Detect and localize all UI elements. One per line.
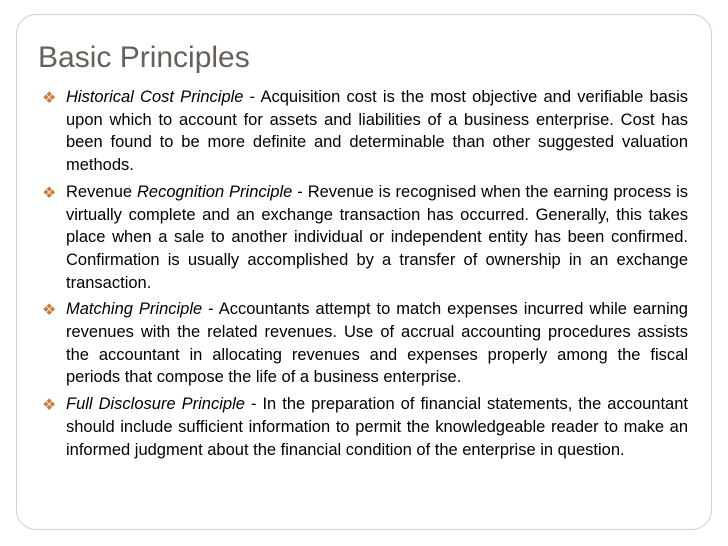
bullet-full-disclosure xyxy=(42,393,688,461)
bullet-lead: Revenue xyxy=(66,182,137,201)
diamond-bullet-icon: ❖ xyxy=(42,300,57,320)
bullet-separator: - xyxy=(243,88,261,106)
diamond-bullet-icon: ❖ xyxy=(42,88,57,107)
bullet-text: Acquisition cost is the most objective and verifiable basis upon which to account for assets and liabilities of a business enterprise. Cost has been found to be more definite and determinable than other suggested valuation methods. xyxy=(66,88,688,175)
bullet-text: Revenue is recognised when the earning process is virtually complete and an exchange transaction has occurred. Generally, this takes place when a sale to another individual or independent entity has been confirmed. Confirmation is usually accomplished by a transfer of ownership in an exchange transaction. xyxy=(66,182,688,292)
bullet-separator: - xyxy=(202,300,219,319)
bullet-text: In the preparation of financial statements, the accountant should include sufficient information to permit the knowledgeable reader to make an informed judgment about the financial condition of the enterprise in question. xyxy=(66,395,688,459)
diamond-bullet-icon: ❖ xyxy=(42,182,57,202)
bullet-text: Accountants attempt to match expenses incurred while earning revenues with the related revenues. Use of accrual accounting procedures assists the accountant in allocating revenues and expenses properly among the fiscal periods that compose the life of a business enterprise. xyxy=(66,300,688,387)
bullet-separator: - xyxy=(244,395,263,414)
bullet-term: Recognition Principle xyxy=(136,182,293,201)
bullet-term: Matching Principle xyxy=(66,300,203,319)
diamond-bullet-icon: ❖ xyxy=(42,395,57,415)
bullet-separator: - xyxy=(292,182,308,201)
bullet-list xyxy=(42,86,688,465)
slide-title: Basic Principles xyxy=(38,41,250,74)
bullet-term: Full Disclosure Principle xyxy=(66,395,245,414)
bullet-term: Historical Cost Principle xyxy=(66,88,244,106)
bullet-matching xyxy=(42,298,688,389)
bullet-historical-cost xyxy=(42,86,688,177)
bullet-revenue-recognition xyxy=(42,181,688,295)
